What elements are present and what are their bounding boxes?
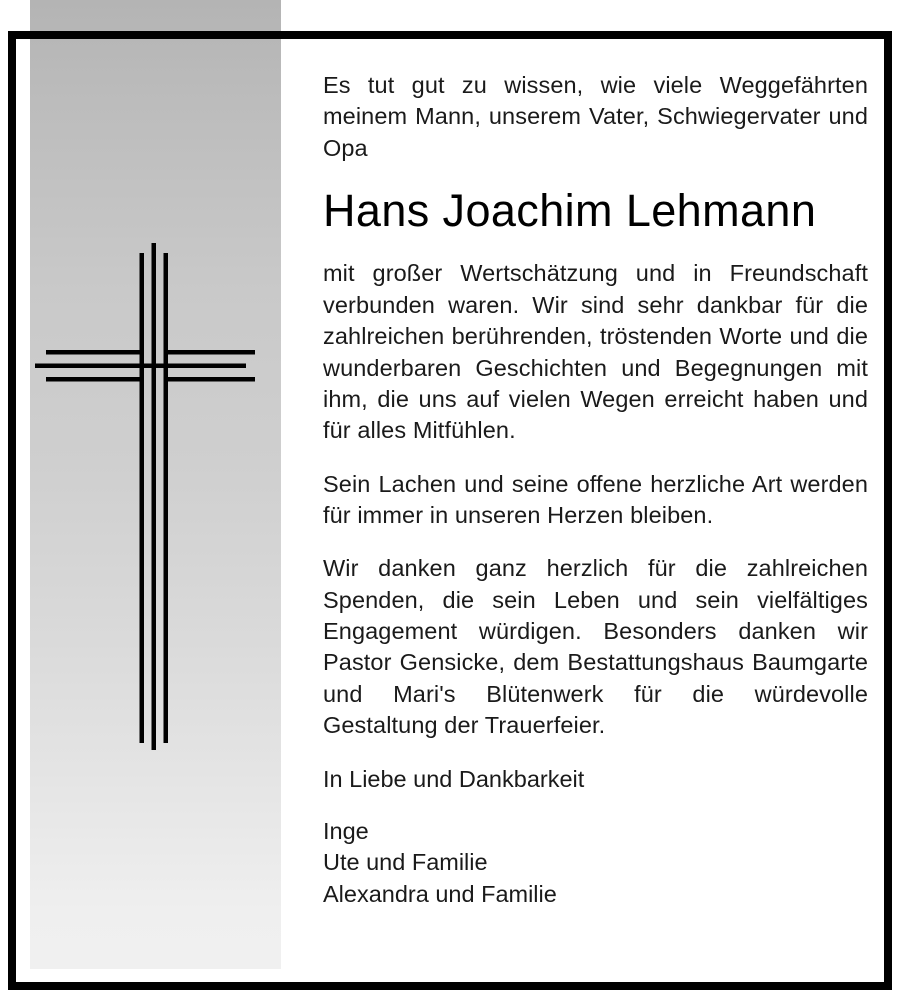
signature-block bbox=[323, 816, 868, 910]
deceased-name: Hans Joachim Lehmann bbox=[323, 185, 817, 237]
signatory: Alexandra und Familie bbox=[323, 880, 557, 907]
signatory: Ute und Familie bbox=[323, 849, 488, 876]
body-paragraph-1: mit großer Wertschätzung und in Freundschaft verbunden waren. Wir sind sehr dankbar für die zahlreichen berührenden, tröstenden Worte und die wunderbaren Geschichten und Begegnungen mit ihm, die uns auf vielen Wegen erreicht haben und für alles Mitfühlen. bbox=[323, 260, 868, 444]
body-paragraph-2: Sein Lachen und seine offene herzliche Art werden für immer in unseren Herzen bleiben. bbox=[323, 470, 868, 528]
cross-graphic bbox=[30, 0, 281, 969]
text-column bbox=[323, 70, 868, 910]
body-paragraph-3: Wir danken ganz herzlich für die zahlreichen Spenden, die sein Leben und sein vielfältiges Engagement würdigen. Besonders danken wir Pastor Gensicke, dem Bestattungshaus Baumgarte und Mari's Blütenwerk für die würdevolle Gestaltung der Trauerfeier. bbox=[323, 555, 868, 739]
closing-line: In Liebe und Dankbarkeit bbox=[323, 765, 585, 792]
signatory: Inge bbox=[323, 817, 369, 844]
intro-paragraph: Es tut gut zu wissen, wie viele Weggefährten meinem Mann, unserem Vater, Schwiegervater und Opa bbox=[323, 72, 868, 161]
